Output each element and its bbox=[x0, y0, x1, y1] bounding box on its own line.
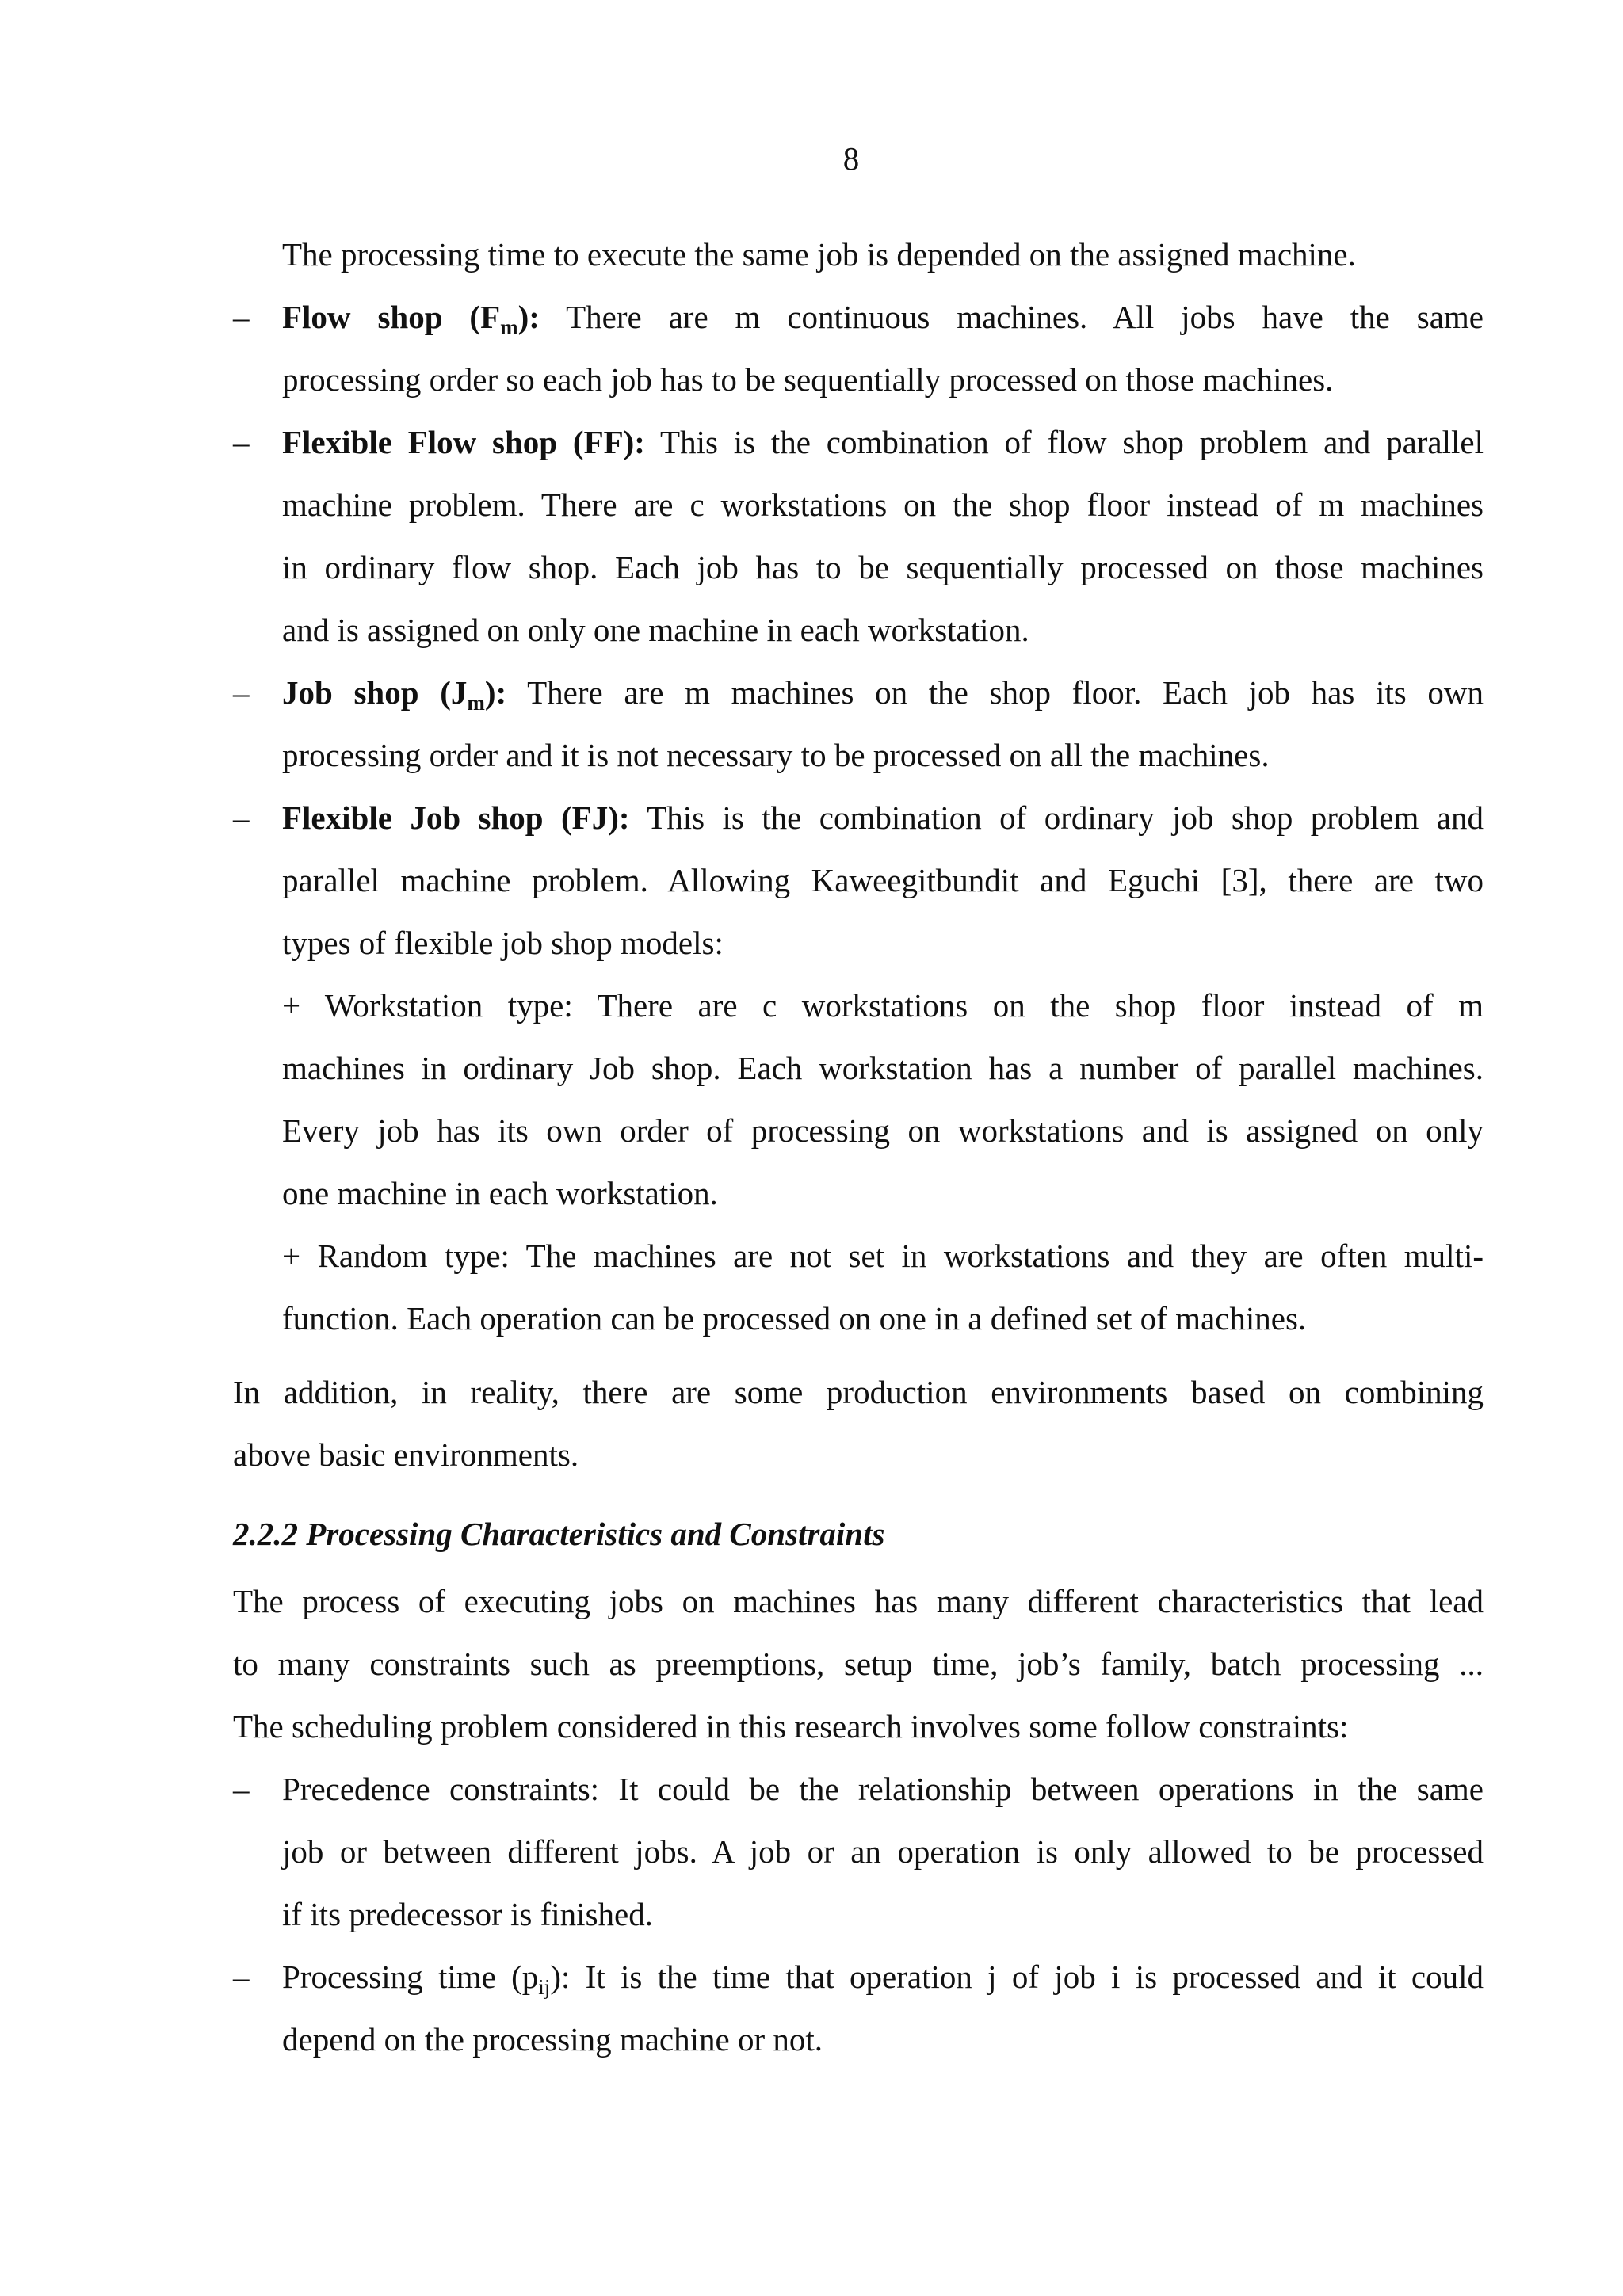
flexible-flow-shop-line-1: Flexible Flow shop (FF): This is the combination of flow shop problem and parallel bbox=[282, 424, 1484, 460]
flexible-job-shop-line-1: Flexible Job shop (FJ): This is the combination of ordinary job shop problem and bbox=[282, 799, 1484, 836]
precedence-line-1: Precedence constraints: It could be the relationship between operations in the same bbox=[282, 1771, 1484, 1807]
precedence-line-3: if its predecessor is finished. bbox=[282, 1896, 653, 1932]
random-type-line-2: function. Each operation can be processed on one in a defined set of machines. bbox=[282, 1300, 1307, 1337]
precedence-line-2: job or between different jobs. A job or an operation is only allowed to be processed bbox=[282, 1833, 1484, 1870]
dash-bullet: – bbox=[233, 299, 250, 335]
flexible-flow-shop-line-3: in ordinary flow shop. Each job has to be sequentially processed on those machines bbox=[282, 549, 1484, 585]
list-item-flow-shop bbox=[233, 286, 1484, 411]
page-number: 8 bbox=[842, 140, 860, 177]
process-para-line-2: to many constraints such as preemptions, setup time, job’s family, batch processing ... bbox=[233, 1646, 1484, 1682]
process-para-line-1: The process of executing jobs on machines has many different characteristics that lead bbox=[233, 1583, 1484, 1619]
section-heading: 2.2.2 Processing Characteristics and Constraints bbox=[233, 1516, 885, 1552]
flexible-flow-shop-line-4: and is assigned on only one machine in each workstation. bbox=[282, 612, 1029, 648]
flexible-flow-shop-line-2: machine problem. There are c workstations on the shop floor instead of m machines bbox=[282, 486, 1484, 523]
flow-shop-label: Flow shop $(F_m)$: bbox=[282, 299, 540, 339]
list-item-job-shop bbox=[233, 662, 1484, 787]
dash-bullet: – bbox=[233, 799, 250, 836]
list-item-flexible-flow-shop bbox=[233, 411, 1484, 662]
job-shop-label: Job shop $(J_m)$: bbox=[282, 674, 507, 715]
workstation-type-line-2: machines in ordinary Job shop. Each workstation has a number of parallel machines. bbox=[282, 1050, 1484, 1086]
list-item-flexible-job-shop bbox=[233, 787, 1484, 1350]
flexible-flow-shop-label: Flexible Flow shop (FF): bbox=[282, 424, 645, 460]
document-body bbox=[233, 223, 1484, 2071]
job-shop-line-1: Job shop $(J_m)$: There are m machines on the shop floor. Each job has its own bbox=[282, 674, 1484, 715]
job-shop-line-2: processing order and it is not necessary to be processed on all the machines. bbox=[282, 737, 1270, 773]
list-item-precedence-constraints bbox=[233, 1758, 1484, 1946]
workstation-type-line-1: + Workstation type: There are c workstations on the shop floor instead of m bbox=[282, 987, 1484, 1024]
workstation-type-line-3: Every job has its own order of processing on workstations and is assigned on only bbox=[282, 1112, 1484, 1149]
addition-line-1: In addition, in reality, there are some production environments based on combining bbox=[233, 1374, 1484, 1410]
addition-line-2: above basic environments. bbox=[233, 1436, 579, 1473]
workstation-type-line-4: one machine in each workstation. bbox=[282, 1175, 718, 1211]
processing-time-line-1: Processing time $(p_{ij})$: It is the time that operation j of job i is processed and it could bbox=[282, 1958, 1484, 1999]
flow-shop-line-1: Flow shop $(F_m)$: There are m continuous machines. All jobs have the same bbox=[282, 299, 1484, 339]
flexible-job-shop-label: Flexible Job shop (FJ): bbox=[282, 799, 630, 836]
flexible-job-shop-line-3: types of flexible job shop models: bbox=[282, 925, 724, 961]
processing-time-line-2: depend on the processing machine or not. bbox=[282, 2021, 823, 2058]
flexible-job-shop-line-2: parallel machine problem. Allowing Kaweegitbundit and Eguchi [3], there are two bbox=[282, 862, 1484, 898]
dash-bullet: – bbox=[233, 674, 250, 711]
random-type-line-1: + Random type: The machines are not set in workstations and they are often multi- bbox=[282, 1238, 1484, 1274]
intro-line: The processing time to execute the same job is depended on the assigned machine. bbox=[282, 236, 1356, 273]
dash-bullet: – bbox=[233, 1771, 250, 1807]
flow-shop-line-2: processing order so each job has to be sequentially processed on those machines. bbox=[282, 361, 1334, 398]
dash-bullet: – bbox=[233, 424, 250, 460]
dash-bullet: – bbox=[233, 1958, 250, 1995]
process-para-line-3: The scheduling problem considered in this research involves some follow constraints: bbox=[233, 1708, 1349, 1745]
list-item-processing-time bbox=[233, 1946, 1484, 2071]
